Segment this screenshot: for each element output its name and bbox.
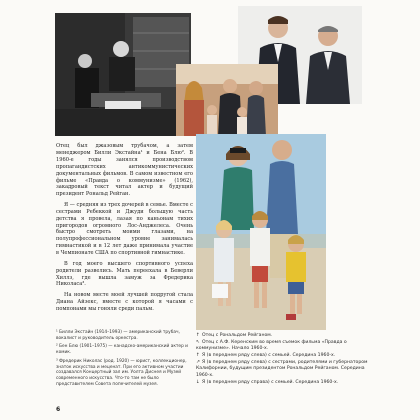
page-number: 6 <box>56 406 61 413</box>
main-text <box>56 143 193 316</box>
photo-family-illustration <box>176 64 278 136</box>
photo-father-with-kerensky <box>55 13 191 136</box>
caption-1 <box>196 333 368 339</box>
photo-bw-illustration <box>55 13 191 136</box>
paragraph-2: Я — средняя из трех дочерей в семье. Вместе с сестрами Ребеккой и Джуди большую часть детства я провела, лазая по каньонам тихих пригородов огромного Лос-Анджелеса. Очень быстро смотреть моими глазами, на полупрофессиональном уровне занималась гимнастикой и в 12 лет даже принимала участие в Чемпионате США по спортивной гимнастике. <box>56 201 193 257</box>
footnotes <box>56 330 193 390</box>
paragraph-4: На новом месте моей лучшей подругой стала Диана Айзекс, вместе с которой я часами с помпонами мы гоняли среди пальм. <box>56 291 193 312</box>
footnote-3: ³ Фредерик Николас (род. 1920) — юрист, коллекционер, знаток искусства и меценат. При его активном участии создавался Концертный зал им. Уолта Диснея и Музей современного искусства. Что-то там не было представителем Совета попечителей музея. <box>56 358 187 387</box>
footnote-1: ¹ Билли Экстайн (1914–1993) — американский трубач, вокалист и руководитель оркестра. <box>56 330 180 341</box>
caption-arrow: ↑ <box>196 333 200 338</box>
caption-text: Отец с А.Ф. Керенским во время съемок фильма «Правда о коммунизме». Начало 1960-х. <box>196 340 347 352</box>
caption-5 <box>196 380 368 386</box>
caption-arrow: ↓ <box>196 379 200 385</box>
footnote-2: ² Бен Блю (1901–1975) — канадско-американский актер и комик. <box>56 344 188 356</box>
caption-text: Я (в переднем ряду слева) с семьей. Середина 1960-х. <box>202 353 336 359</box>
caption-arrow: ↖ <box>196 340 200 346</box>
caption-arrow: ↗ <box>196 360 200 366</box>
paragraph-1: Отец был джазовым трубачом, а затем менеджером Билли Экстайна¹ и Бена Блю². В 1960-е годы занялся производством пропагандистских антикоммунистических документальных фильмов. В самом известном его фильме «Правда о коммунизме» (1962), закадровый текст читал актер и будущий президент Рональд Рейган. <box>56 143 193 198</box>
caption-text: Я (в переднем ряду слева) с сестрами, родителями и губернатором Калифорнии, будущим президентом Рональдом Рейганом. Середина 1960-х. <box>196 360 368 378</box>
caption-arrow: ↑ <box>196 353 200 359</box>
photo-captions <box>196 333 368 387</box>
caption-2 <box>196 340 368 352</box>
photo-family-outdoors <box>196 134 326 330</box>
caption-text: Я (в переднем ряду справа) с семьей. Середина 1960-х. <box>202 379 339 385</box>
photo-family-with-governor <box>176 64 278 136</box>
caption-4 <box>196 360 368 378</box>
caption-text: Отец с Рональдом Рейганом. <box>202 333 273 338</box>
caption-3 <box>196 353 368 359</box>
paragraph-3: В год моего высшего спортивного успеха родители развелись. Мать переехала в Беверли Хиллз, где вышла замуж за Фредерика Николаса³. <box>56 260 193 288</box>
photo-children-illustration <box>196 134 326 330</box>
